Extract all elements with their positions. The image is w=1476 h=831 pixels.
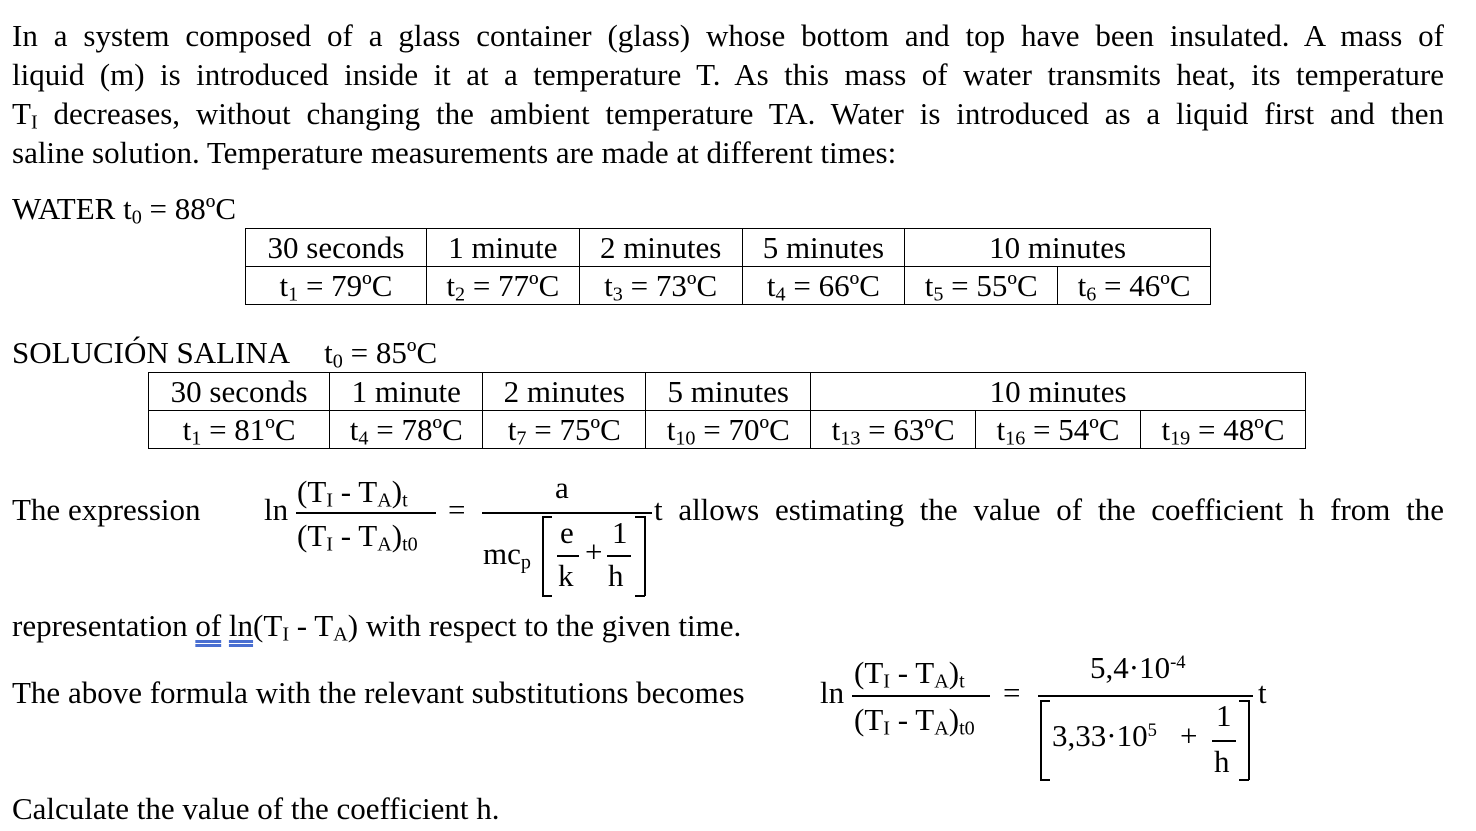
saline-data-row [149,411,1306,449]
inner-one-h-bar [607,555,631,557]
expression2-rhs-denominator-value: $3,33\cdot 10^5$ [1052,718,1157,753]
saline-header-cell: 1 minute [330,373,483,411]
saline-label: SOLUCIÓN SALINA $t_0$ = 85ºC [12,335,438,373]
water-data-cell: $t_3$ = 73ºC [579,267,742,305]
expression2-right-bracket-bottom [1239,779,1249,781]
water-table [245,228,1211,305]
expression2-rhs-numerator: $5,4\cdot 10^{-4}$ [1090,650,1186,685]
saline-data-cell: $t_{19}$ = 48ºC [1141,411,1306,449]
representation-line: representation of $\ln(T_I - T_A)$ with respect to the given time. [12,608,742,646]
expression-lhs-fraction-bar [296,512,436,514]
expression2-lhs-denominator: $(T_I - T_A)_{t0}$ [854,702,975,740]
inner-h: h [608,558,624,593]
saline-header-cell: 5 minutes [646,373,811,411]
water-label: WATER $t_0$ = 88ºC [12,191,237,229]
expression-lhs-denominator: $(T_I - T_A)_{t0}$ [297,518,418,556]
expression-rhs-numerator: a [555,470,569,505]
water-data-cell: $t_1$ = 79ºC [246,267,427,305]
expression2-one-h-bar [1212,740,1236,742]
expression2-lead: The above formula with the relevant substitutions becomes [12,675,745,710]
intro-line-1: In a system composed of a glass container (glass) whose bottom and top have been insulated. A mass of [12,18,1444,53]
saline-header-cell: 10 minutes [811,373,1306,411]
expression-tail: t allows estimating the value of the coefficient h from the [654,492,1444,527]
expression2-left-bracket-vertical [1040,700,1042,780]
right-bracket-bottom [635,595,645,597]
expression2-left-bracket-top [1040,700,1050,702]
water-data-cell: $t_4$ = 66ºC [742,267,905,305]
expression2-right-bracket-vertical [1248,700,1250,780]
saline-header-cell: 30 seconds [149,373,330,411]
expression2-left-bracket-bottom [1040,779,1050,781]
right-bracket-vertical [644,516,646,596]
expression2-one: 1 [1216,698,1232,733]
saline-table [148,372,1306,449]
water-header-row [246,229,1211,267]
water-header-cell: 5 minutes [742,229,905,267]
water-data-cell: $t_5$ = 55ºC [905,267,1058,305]
saline-header-row [149,373,1306,411]
saline-data-cell: $t_1$ = 81ºC [149,411,330,449]
saline-data-cell: $t_{10}$ = 70ºC [646,411,811,449]
saline-data-cell: $t_4$ = 78ºC [330,411,483,449]
expression2-right-bracket-top [1239,700,1249,702]
water-header-cell: 30 seconds [246,229,427,267]
expression2-ln: ln [820,675,845,710]
saline-data-cell: $t_{13}$ = 63ºC [811,411,976,449]
saline-data-cell: $t_7$ = 75ºC [483,411,646,449]
expression2-equals: = [1003,675,1021,710]
water-data-cell: $t_2$ = 77ºC [426,267,579,305]
expression2-lhs-fraction-bar [852,695,990,697]
expression-lead: The expression [12,492,201,527]
question-text: Calculate the value of the coefficient h. [12,791,500,826]
expression2-rhs-fraction-bar [1038,695,1253,697]
right-bracket-top [635,516,645,518]
inner-k: k [558,558,574,593]
expression2-lhs-numerator: $(T_I - T_A)_t$ [854,655,965,693]
left-bracket-top [542,516,552,518]
water-data-cell: $t_6$ = 46ºC [1058,267,1211,305]
expression-rhs-mcp: $mc_p$ [483,536,531,574]
inner-one: 1 [612,515,628,550]
intro-paragraph [12,16,1444,172]
expression-ln: ln [264,492,289,527]
expression-equals: = [448,492,466,527]
inner-e: e [560,515,574,550]
intro-line-3: $T_I$ decreases, without changing the ambient temperature TA. Water is introduced as a liquid first and then [12,96,1444,134]
water-header-cell: 2 minutes [579,229,742,267]
saline-data-cell: $t_{16}$ = 54ºC [976,411,1141,449]
left-bracket-vertical [542,516,544,596]
water-data-row [246,267,1211,305]
expression2-t: t [1258,675,1267,710]
intro-line-4: saline solution. Temperature measurements are made at different times: [12,135,897,170]
saline-header-cell: 2 minutes [483,373,646,411]
expression-lhs-numerator: $(T_I - T_A)_t$ [297,474,408,512]
water-header-cell: 1 minute [426,229,579,267]
inner-e-k-bar [557,555,579,557]
expression-rhs-fraction-bar [482,512,652,514]
inner-plus: + [585,534,603,569]
expression2-plus: + [1180,718,1198,753]
saline-t0: $t_0$ = 85ºC [324,335,438,373]
left-bracket-bottom [542,595,552,597]
expression2-h: h [1214,744,1230,779]
intro-line-2: liquid (m) is introduced inside it at a temperature T. As this mass of water transmits heat, its temperature [12,57,1444,92]
water-header-cell: 10 minutes [905,229,1211,267]
